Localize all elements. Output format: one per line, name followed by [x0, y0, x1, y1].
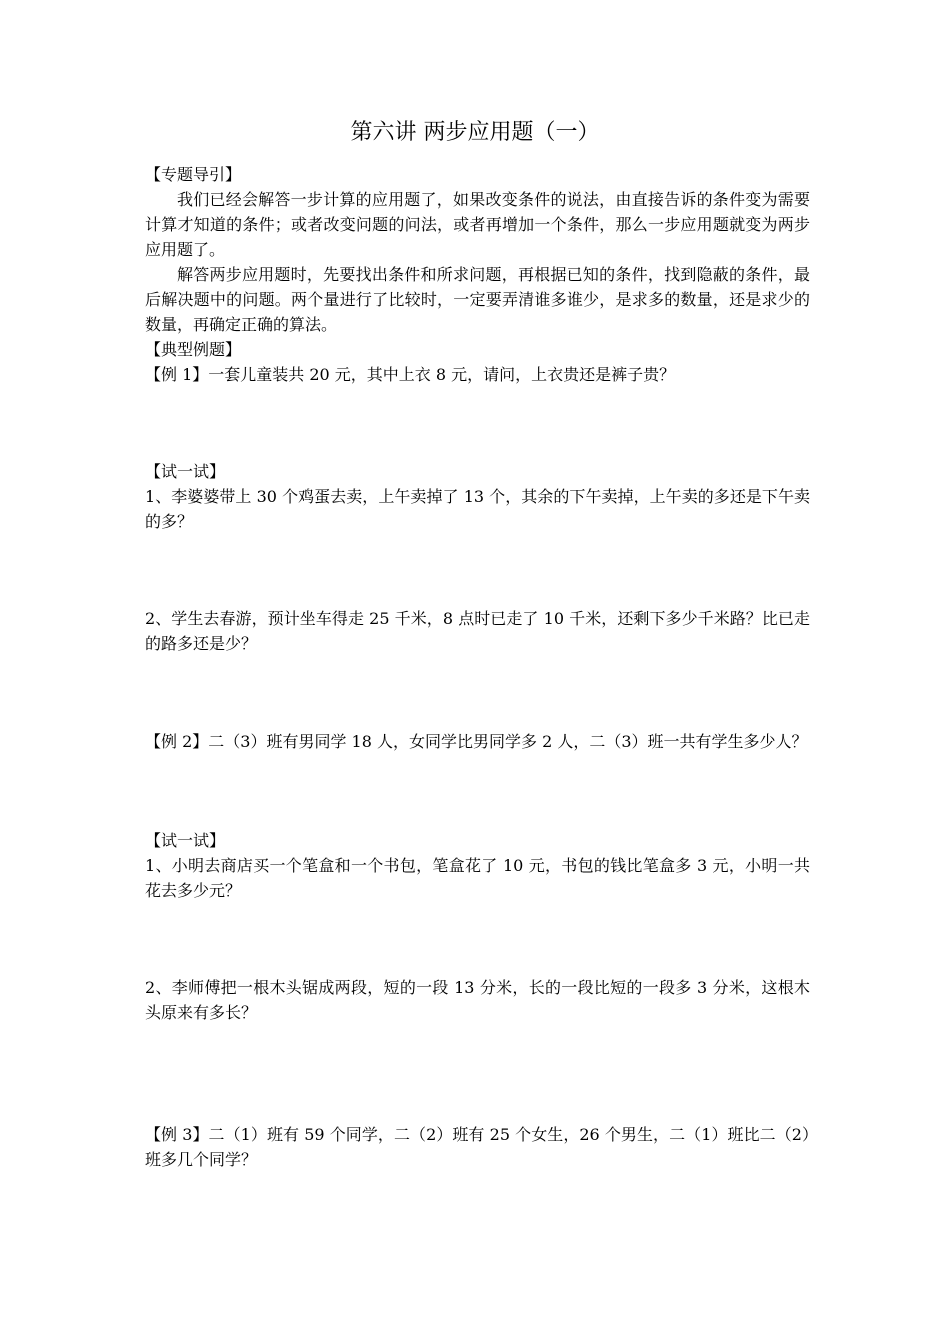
practice-1-question-1: 1、李婆婆带上 30 个鸡蛋去卖，上午卖掉了 13 个，其余的下午卖掉，上午卖的多还是下午卖的多？: [145, 487, 810, 531]
answer-space: [145, 1025, 810, 1122]
answer-space: [145, 656, 810, 729]
answer-space: [145, 754, 810, 828]
intro-paragraph-2: 解答两步应用题时，先要找出条件和所求问题，再根据已知的条件，找到隐蔽的条件，最后解决题中的问题。两个量进行了比较时，一定要弄清谁多谁少，是求多的数量，还是求少的数量，再确定正确的算法。: [145, 265, 810, 334]
example-2: 【例 2】二（3）班有男同学 18 人，女同学比男同学多 2 人，二（3）班一共有学生多少人？: [145, 732, 808, 751]
answer-space: [145, 387, 810, 459]
practice-2-heading: 【试一试】: [145, 831, 226, 850]
practice-2-question-2: 2、李师傅把一根木头锯成两段，短的一段 13 分米，长的一段比短的一段多 3 分米，这根木头原来有多长？: [145, 978, 810, 1022]
worksheet-content: [145, 162, 810, 1172]
answer-space: [145, 534, 810, 606]
example-1: 【例 1】一套儿童装共 20 元，其中上衣 8 元，请问，上衣贵还是裤子贵？: [145, 365, 676, 384]
practice-1-heading: 【试一试】: [145, 462, 226, 481]
example-3: 【例 3】二（1）班有 59 个同学，二（2）班有 25 个女生，26 个男生，二（1）班比二（2）班多几个同学？: [145, 1125, 810, 1169]
answer-space: [145, 903, 810, 975]
practice-2-question-1: 1、小明去商店买一个笔盒和一个书包，笔盒花了 10 元，书包的钱比笔盒多 3 元，小明一共花去多少元？: [145, 856, 810, 900]
intro-heading: 【专题导引】: [145, 165, 242, 184]
intro-paragraph-1: 我们已经会解答一步计算的应用题了，如果改变条件的说法，由直接告诉的条件变为需要计算才知道的条件；或者改变问题的问法，或者再增加一个条件，那么一步应用题就变为两步应用题了。: [145, 190, 810, 259]
page-title: 第六讲 两步应用题（一）: [350, 120, 600, 145]
examples-heading: 【典型例题】: [145, 340, 242, 359]
practice-1-question-2: 2、学生去春游，预计坐车得走 25 千米，8 点时已走了 10 千米，还剩下多少千米路？比已走的路多还是少？: [145, 609, 810, 653]
